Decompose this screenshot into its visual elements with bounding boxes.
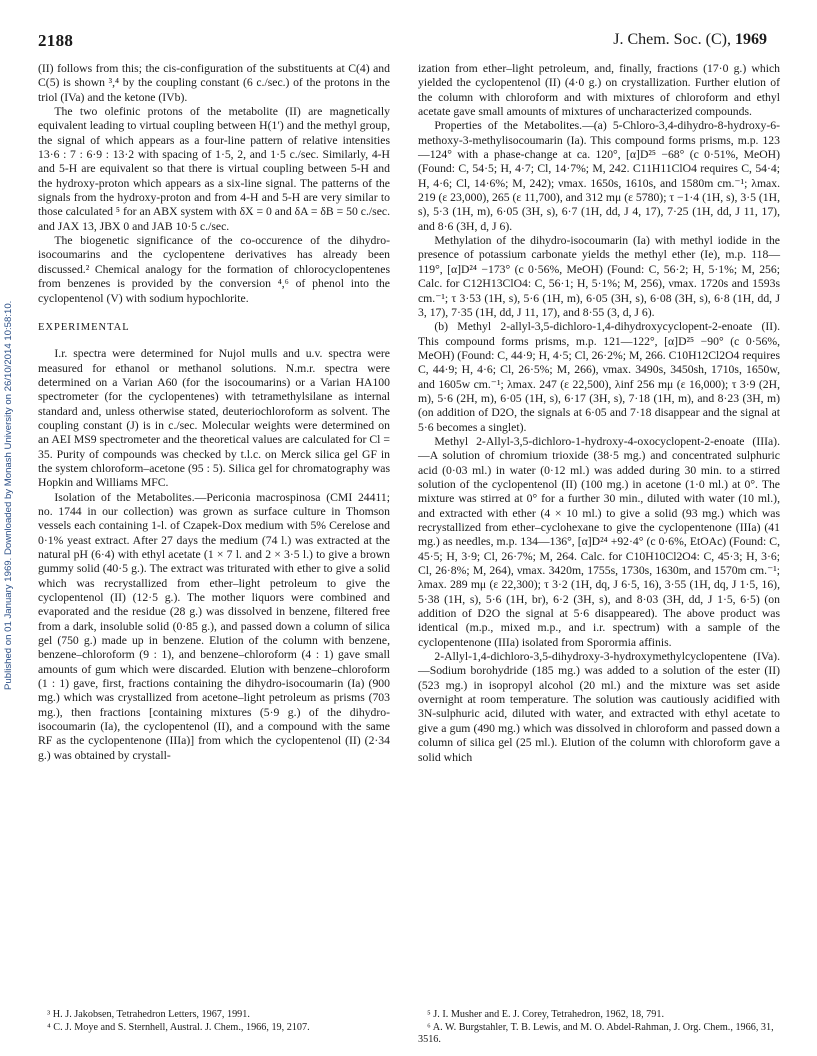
paragraph: Methylation of the dihydro-isocoumarin (Ia) with methyl iodide in the presence of potassium carbonate yields the methyl ether (Ie), m.p. 118—119°, [α]D²⁴ −173° (c 0·56%, MeOH) (Found: C, 56·2; H, 5·1%; M, 256; Calc. for C12H13ClO4: C, 56·1; H, 5·1%; M, 256), νmax. 1720s and 1593s cm.⁻¹; τ 3·53 (1H, s), 5·6 (1H, m), 6·05 (3H, s), 6·08 (3H, s), 6·8 (1H, dd, J 3, 17), 7·35 (1H, dd, J 11, 17), and 8·55 (3, d, J 6). [418,234,780,319]
footnote: ⁴ C. J. Moye and S. Sternhell, Austral. J. Chem., 1966, 19, 2107. [47,1021,310,1033]
download-stamp-text: Published on 01 January 1969. Downloaded by Monash University on 26/10/2014 10:58:10. [3,300,14,690]
footnotes-right [418,1009,780,1047]
paragraph: The two olefinic protons of the metabolite (II) are magnetically equivalent leading to virtual coupling between H(1′) and the methyl group, the signal of which appears as a four-line pattern of relative intensities 13·6 : 7 : 6·9 : 13·2 with spacing of 1·5, 2, and 1·5 c./sec. Similarly, 4-H and 5-H are equivalent so that there is virtual coupling between 5-H and the hydroxy-proton which appears as a six-line signal. The patterns of the signals from the hydroxy-proton and from 4-H and 5-H are very similar to those calculated ⁵ for an ABX system with δX = 0 and δA = δB = 50 c./sec. and JAX 13, JBX 0 and JAB 10·5 c./sec. [38,105,390,233]
footnote: ³ H. J. Jakobsen, Tetrahedron Letters, 1967, 1991. [47,1009,250,1020]
paragraph: Isolation of the Metabolites.—Periconia macrospinosa (CMI 24411; no. 1744 in our collection) was grown as surface culture in Thomson vessels each containing 1-l. of Czapek-Dox medium with 5% Cerelose and 0·1% yeast extract. After 27 days the medium (74 l.) was extracted at the natural pH (6·4) with ethyl acetate (1 × 7 l. and 2 × 3·5 l.) to give a brown gummy solid (40·5 g.). The extract was triturated with ether to give a solid which was recrystallized from ether–light petroleum to give the cyclopentenol (II) (12·5 g.). The mother liquors were combined and evaporated and the residue (28 g.) was dissolved in benzene, filtered free from a dark, insoluble solid (0·85 g.), and passed down a column of silica gel (750 g.) made up in benzene. Elution of the column with benzene, benzene–chloroform (9 : 1), and benzene–chloroform (4 : 1) gave small amounts of gum which were discarded. Elution with benzene–chloroform (1 : 1) gave, first, fractions containing the dihydro-isocoumarin (Ia) (900 mg.) which was crystallized from acetone–light petroleum as prisms (703 mg.), then fractions [containing mixtures (5·9 g.) of the dihydro-isocoumarin (Ia), the cyclopentenol (II), and a compound with the same RF as the cyclopentenone (IIIa)] from which the cyclopentenol (II) (2·34 g.) was obtained by crystall- [38,490,390,762]
download-stamp [2,0,16,1056]
section-heading-experimental: EXPERIMENTAL [38,321,130,333]
journal-year: 1969 [735,31,767,48]
paragraph: (II) follows from this; the cis-configuration of the substituents at C(4) and C(5) is shown ³,⁴ by the coupling constant (6 c./sec.) of the protons in the triol (IVa) and the ketone (IVb). [38,62,390,104]
left-column [38,62,390,763]
footnote: ⁵ J. I. Musher and E. J. Corey, Tetrahedron, 1962, 18, 791. [427,1009,664,1020]
footnotes-left [38,1009,390,1034]
journal-name: J. Chem. Soc. (C), [613,31,731,48]
footnote: ⁶ A. W. Burgstahler, T. B. Lewis, and M. O. Abdel-Rahman, J. Org. Chem., 1966, 31, 3516. [418,1021,774,1045]
page-number: 2188 [38,31,74,50]
paragraph: ization from ether–light petroleum, and, finally, fractions (17·0 g.) which yielded the cyclopentenol (II) (4·0 g.) on crystallization. Further elution of the column with chloroform and with mixtures of chloroform and ethyl acetate gave small amounts of mixtures of uncharacterized compounds. [418,62,780,119]
paragraph: Methyl 2-Allyl-3,5-dichloro-1-hydroxy-4-oxocyclopent-2-enoate (IIIa).—A solution of chromium trioxide (38·5 mg.) and concentrated sulphuric acid (0·03 ml.) in water (0·12 ml.) was added during 30 min. to a stirred solution of the cyclopentenol (II) (100 mg.) in acetone (1·0 ml.) at 0°. The mixture was stirred at 0° for a further 30 min., diluted with water (10 ml.), and extracted with ether (4 × 10 ml.) to give a solid (93 mg.) which was recrystallized from ether–cyclohexane to give the cyclopentenone (IIIa) (41 mg.) as needles, m.p. 134—136°, [α]D²⁴ +92·4° (c 0·6%, EtOAc) (Found: C, 45·5; H, 3·9; Cl, 26·7%; M, 264. Calc. for C10H10Cl2O4: C, 45·3; H, 3·6; Cl, 26·8%; M, 264), νmax. 3420m, 1755s, 1730s, 1630m, and 1570m cm.⁻¹; λmax. 289 mμ (ε 22,300); τ 3·2 (1H, dq, J 6·5, 16), 3·55 (1H, dq, J 1·5, 16), 5·38 (1H, s), 5·6 (1H, br), 6·2 (3H, s), and 8·03 (3H, dd, J 1·5, 6·5) (on addition of D2O the signal at 5·6 disappeared). The above product was identical (m.p., mixed m.p., and i.r. spectrum) with a sample of the cyclopentenone (IIIa) isolated from Sporormia affinis. [418,434,780,649]
paragraph: I.r. spectra were determined for Nujol mulls and u.v. spectra were measured for ethanol or methanol solutions. N.m.r. spectra were determined on a Varian A60 (for the isocoumarins) or a Varian HA100 spectrometer (for the cyclopentenes) with tetramethylsilane as internal standard and, unless otherwise stated, deuteriochloroform as solvent. The coupling constant (J) is in c./sec. Molecular weights were determined on an AEI MS9 spectrometer and the theoretical values are calculated for Cl = 35. Purity of compounds was checked by t.l.c. on Merck silica gel GF in the system chloroform–acetone (95 : 5). Silica gel for chromatography was Hopkin and Williams MFC. [38,347,390,490]
paragraph: Properties of the Metabolites.—(a) 5-Chloro-3,4-dihydro-8-hydroxy-6-methoxy-3-methylisocoumarin (Ia). This compound forms prisms, m.p. 123—124° with a phase-change at ca. 120°, [α]D²⁵ −68° (c 0·51%, MeOH) (Found: C, 54·5; H, 4·7; Cl, 14·7%; M, 242. C11H11ClO4 requires C, 54·4; H, 4·6; Cl, 14·6%; M, 242); νmax. 1650s, 1610s, and 1580m cm.⁻¹; λmax. 219 (ε 23,000), 265 (ε 11,700), and 312 mμ (ε 5780); τ −1·4 (1H, s), 3·5 (1H, s), 5·3 (1H, m), 6·05 (3H, s), 6·7 (1H, dd, J 4, 17), 7·25 (1H, dd, J 11, 17), and 8·6 (3H, d, J 6). [418,119,780,233]
journal-reference [613,31,767,49]
paragraph: (b) Methyl 2-allyl-3,5-dichloro-1,4-dihydroxycyclopent-2-enoate (II). This compound forms prisms, m.p. 121—122°, [α]D²⁵ −90° (c 0·56%, MeOH) (Found: C, 44·9; H, 4·5; Cl, 26·2%; M, 266. C10H12Cl2O4 requires C, 44·9; H, 4·6; Cl, 26·5%; M, 266), νmax. 3490s, 3450sh, 1710s, 1650w, and 1605w cm.⁻¹; λmax. 247 (ε 22,500), λinf 256 mμ (ε 16,000); τ 3·9 (2H, m), 5·6 (2H, m), 6·05 (1H, s), 6·17 (3H, s), 7·18 (1H, m), and 8·23 (3H, m) (on addition of D2O, the signals at 6·05 and 7·18 disappear and the signal at 5·6 becomes a singlet). [418,320,780,434]
paragraph: 2-Allyl-1,4-dichloro-3,5-dihydroxy-3-hydroxymethylcyclopentene (IVa).—Sodium borohydride (185 mg.) was added to a solution of the ester (II) (523 mg.) in isopropyl alcohol (20 ml.) and the mixture was set aside overnight at room temperature. The solution was cautiously acidified with 3N-sulphuric acid, diluted with water, and extracted with ethyl acetate to give a gum (490 mg.) which was dissolved in chloroform and passed down a column of silica gel (25 ml.). Elution of the column with chloroform gave a solid which [418,650,780,764]
paragraph: The biogenetic significance of the co-occurence of the dihydro-isocoumarins and the cyclopentene derivatives has already been discussed.² Chemical analogy for the formation of chlorocyclopentenes from benzenes is provided by the conversion ⁴,⁶ of phenol into the cyclopentenol (V) with sodium hypochlorite. [38,234,390,305]
right-column [418,62,780,765]
